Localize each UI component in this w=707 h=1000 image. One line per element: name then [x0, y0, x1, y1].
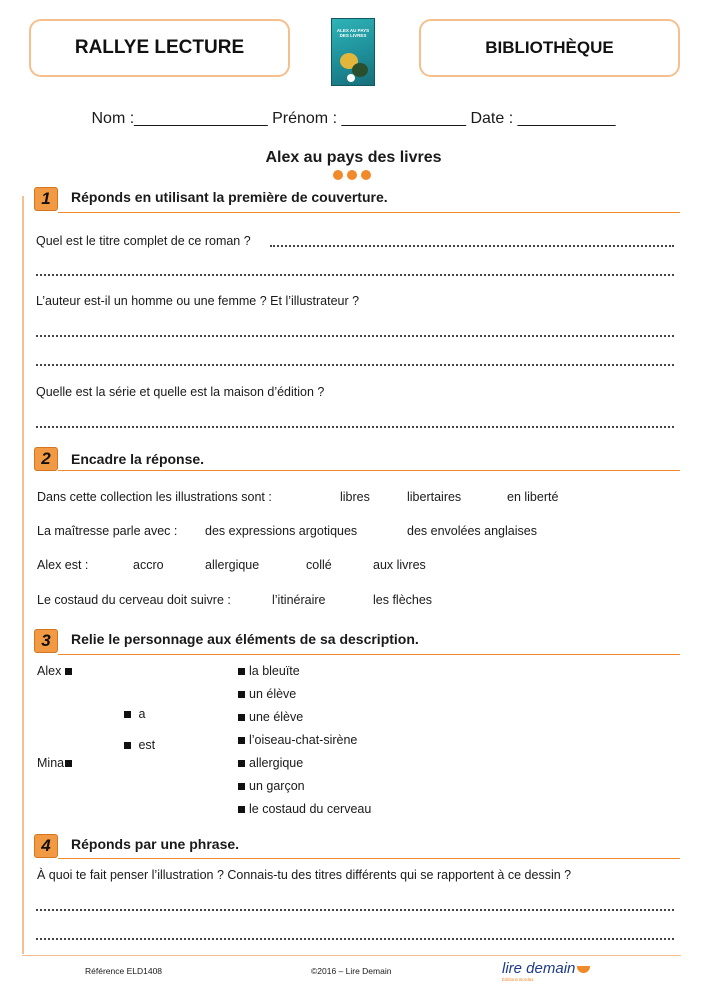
connector-dot[interactable]: [238, 691, 245, 698]
answer-line[interactable]: [270, 245, 674, 247]
section-1-rule: [58, 212, 680, 213]
choice-prompt: Le costaud du cerveau doit suivre :: [37, 593, 231, 607]
question-4: À quoi te fait penser l’illustration ? Connais-tu des titres différents qui se rapportent à ce dessin ?: [37, 868, 572, 882]
connector-dot[interactable]: [238, 760, 245, 767]
section-3-number: 3: [34, 629, 58, 653]
choice-option[interactable]: des envolées anglaises: [407, 524, 537, 538]
choice-option[interactable]: des expressions argotiques: [205, 524, 358, 538]
character-label: Alex: [37, 664, 62, 678]
character-alex[interactable]: [37, 664, 76, 678]
section-1-title: Réponds en utilisant la première de couverture.: [71, 189, 388, 205]
choice-option[interactable]: collé: [306, 558, 332, 572]
footer-reference: Référence ELD1408: [85, 966, 163, 976]
footer-copyright: ©2016 – Lire Demain: [311, 966, 392, 976]
question-1: Quel est le titre complet de ce roman ?: [36, 234, 251, 248]
verb-label: a: [138, 707, 146, 721]
book-cover-image: [331, 18, 375, 86]
question-3: Quelle est la série et quelle est la maison d’édition ?: [36, 385, 325, 399]
book-title: Alex au pays des livres: [265, 149, 442, 166]
description-item[interactable]: un garçon: [234, 779, 305, 793]
choice-option[interactable]: aux livres: [373, 558, 426, 572]
section-1-number: 1: [34, 187, 58, 211]
section-2-number: 2: [34, 447, 58, 471]
student-fields[interactable]: Nom :_______________ Prénom : ______________ Date : ___________: [91, 110, 616, 127]
description-item[interactable]: un élève: [234, 687, 296, 701]
choice-option[interactable]: les flèches: [373, 593, 433, 607]
connector-dot[interactable]: [238, 737, 245, 744]
publisher-logo: [502, 960, 590, 982]
section-3-rule: [58, 654, 680, 655]
library-title-box: [419, 19, 680, 77]
logo-text: lire demain: [502, 960, 576, 977]
verb-a[interactable]: [120, 707, 145, 721]
choice-option[interactable]: libres: [340, 490, 370, 504]
verb-est[interactable]: [120, 738, 155, 752]
section-3-title: Relie le personnage aux éléments de sa description.: [71, 631, 419, 647]
answer-line[interactable]: [36, 938, 674, 940]
description-item[interactable]: une élève: [234, 710, 303, 724]
answer-line[interactable]: [36, 364, 674, 366]
answer-line[interactable]: [36, 335, 674, 337]
section-4-rule: [58, 858, 680, 859]
section-4-title: Réponds par une phrase.: [71, 836, 240, 852]
description-item[interactable]: la bleuïte: [234, 664, 300, 678]
header-title: RALLYE LECTURE: [74, 37, 245, 58]
choice-option[interactable]: libertaires: [407, 490, 462, 504]
footer-rule: [22, 955, 681, 956]
section-4-number: 4: [34, 834, 58, 858]
description-item[interactable]: l’oiseau-chat-sirène: [234, 733, 357, 747]
character-label: Mina: [37, 756, 65, 770]
character-mina[interactable]: [37, 756, 76, 770]
choice-option[interactable]: accro: [133, 558, 164, 572]
connector-dot[interactable]: [65, 760, 72, 767]
choice-option[interactable]: en liberté: [507, 490, 559, 504]
choice-prompt: Dans cette collection les illustrations sont :: [37, 490, 272, 504]
connector-dot[interactable]: [238, 668, 245, 675]
logo-mark-icon: [577, 966, 590, 973]
answer-line[interactable]: [36, 426, 674, 428]
section-2-rule: [58, 470, 680, 471]
header-title-box: [29, 19, 290, 77]
logo-subtitle: Éditions Bordas: [502, 977, 534, 982]
choice-prompt: Alex est :: [37, 558, 89, 572]
library-title: BIBLIOTHÈQUE: [485, 38, 614, 57]
connector-dot[interactable]: [238, 806, 245, 813]
cover-title: ALEX AU PAYS DES LIVRES: [336, 28, 370, 38]
answer-line[interactable]: [36, 909, 674, 911]
connector-dot[interactable]: [124, 742, 131, 749]
verb-label: est: [138, 738, 156, 752]
connector-dot[interactable]: [124, 711, 131, 718]
decorative-dots: [333, 170, 371, 180]
connector-dot[interactable]: [65, 668, 72, 675]
choice-option[interactable]: l’itinéraire: [272, 593, 326, 607]
description-item[interactable]: le costaud du cerveau: [234, 802, 371, 816]
choice-prompt: La maîtresse parle avec :: [37, 524, 178, 538]
question-2: L’auteur est-il un homme ou une femme ? Et l’illustrateur ?: [36, 294, 360, 308]
description-item[interactable]: allergique: [234, 756, 303, 770]
section-2-title: Encadre la réponse.: [71, 451, 205, 467]
connector-dot[interactable]: [238, 714, 245, 721]
choice-option[interactable]: allergique: [205, 558, 260, 572]
answer-line[interactable]: [36, 274, 674, 276]
connector-dot[interactable]: [238, 783, 245, 790]
left-margin-line: [22, 196, 24, 954]
